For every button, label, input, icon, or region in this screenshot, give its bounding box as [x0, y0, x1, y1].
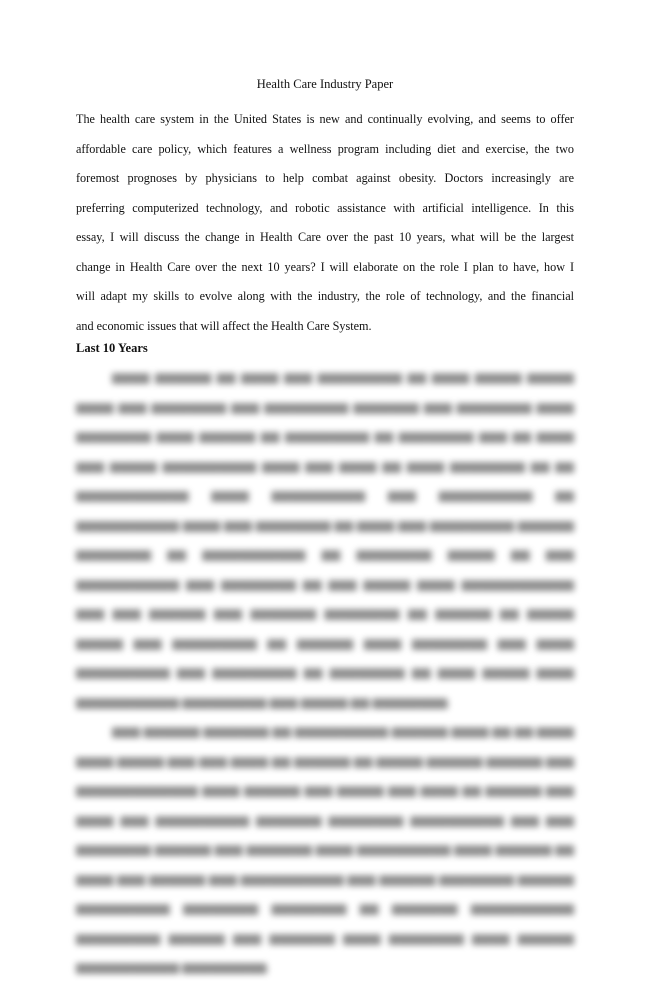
intro-paragraph: [76, 105, 574, 341]
intro-line: preferring computerized technology, and robotic assistance with artificial intelligence. In this: [76, 200, 574, 215]
intro-line: and economic issues that will affect the Health Care System.: [76, 318, 372, 333]
blurred-paragraph: ▆▆▆ ▆▆▆▆▆▆ ▆▆▆▆▆▆▆ ▆▆ ▆▆▆▆▆▆▆▆▆▆ ▆▆▆▆▆▆ ▆▆▆▆ ▆▆ ▆▆ ▆▆▆▆ ▆▆▆▆ ▆▆▆▆▆ ▆▆▆ ▆▆▆ ▆▆▆▆ ▆▆ ▆▆▆▆▆▆ ▆▆ ▆▆▆▆▆ ▆▆▆▆▆▆ ▆▆▆▆▆▆ ▆▆▆ ▆▆▆▆▆▆▆▆▆▆▆▆▆ ▆▆▆▆ ▆▆▆▆▆▆ ▆▆▆ ▆▆▆▆▆ ▆▆▆ ▆▆▆▆ ▆▆ ▆▆▆▆▆▆ ▆▆▆ ▆▆▆▆ ▆▆▆ ▆▆▆▆▆▆▆▆▆▆ ▆▆▆▆▆▆▆ ▆▆▆▆▆▆▆▆ ▆▆▆▆▆▆▆▆▆▆ ▆▆▆ ▆▆▆ ▆▆▆▆▆▆▆▆ ▆▆▆▆▆▆ ▆▆▆ ▆▆▆▆▆▆▆ ▆▆▆▆ ▆▆▆▆▆▆▆▆▆▆ ▆▆▆▆ ▆▆▆▆▆▆ ▆▆ ▆▆▆▆ ▆▆▆ ▆▆▆▆▆▆ ▆▆▆ ▆▆▆▆▆▆▆▆▆▆▆ ▆▆▆ ▆▆▆▆▆▆ ▆▆▆▆▆▆▆▆ ▆▆▆▆▆▆ ▆▆▆▆▆▆▆▆▆▆ ▆▆▆▆▆▆▆▆ ▆▆▆▆▆▆▆▆ ▆▆ ▆▆▆▆▆▆▆ ▆▆▆▆▆▆▆▆▆▆▆ ▆▆▆▆▆▆▆▆▆ ▆▆▆▆▆▆ ▆▆▆ ▆▆▆▆▆▆▆ ▆▆▆▆ ▆▆▆▆▆▆▆▆ ▆▆▆▆ ▆▆▆▆▆▆ ▆▆▆▆▆▆▆▆▆▆▆ ▆▆▆▆▆▆▆▆▆.: [76, 724, 574, 974]
intro-line: affordable care policy, which features a wellness program including diet and exercise, the two: [76, 141, 574, 156]
intro-line: The health care system in the United States is new and continually evolving, and seems to offer: [76, 112, 574, 126]
blurred-paragraphs: [76, 363, 574, 983]
intro-line: will adapt my skills to evolve along with the industry, the role of technology, and the financial: [76, 289, 574, 303]
section-heading: Last 10 Years: [76, 341, 148, 355]
intro-line: change in Health Care over the next 10 years? I will elaborate on the role I plan to have, how I: [76, 259, 574, 274]
blurred-preview-region: [70, 355, 590, 974]
intro-line: essay, I will discuss the change in Health Care over the past 10 years, what will be the largest: [76, 230, 574, 244]
blurred-paragraph: ▆▆▆▆ ▆▆▆▆▆▆ ▆▆ ▆▆▆▆ ▆▆▆ ▆▆▆▆▆▆▆▆▆ ▆▆ ▆▆▆▆ ▆▆▆▆▆ ▆▆▆▆▆ ▆▆▆▆ ▆▆▆ ▆▆▆▆▆▆▆▆ ▆▆▆ ▆▆▆▆▆▆▆▆▆ ▆▆▆▆▆▆▆ ▆▆▆ ▆▆▆▆▆▆▆▆ ▆▆▆▆ ▆▆▆▆▆▆▆▆ ▆▆▆▆ ▆▆▆▆▆▆ ▆▆ ▆▆▆▆▆▆▆▆▆ ▆▆ ▆▆▆▆▆▆▆▆ ▆▆▆ ▆▆ ▆▆▆▆ ▆▆▆ ▆▆▆▆▆ ▆▆▆▆▆▆▆▆▆▆ ▆▆▆▆ ▆▆▆ ▆▆▆▆ ▆▆ ▆▆▆▆ ▆▆▆▆▆▆▆▆ ▆▆ ▆▆ ▆▆▆▆▆▆▆▆▆▆▆▆ ▆▆▆▆ ▆▆▆▆▆▆▆▆▆▆ ▆▆▆ ▆▆▆▆▆▆▆▆▆▆ ▆▆ ▆▆▆▆▆▆▆▆▆▆▆ ▆▆▆▆ ▆▆▆ ▆▆▆▆▆▆▆▆ ▆▆ ▆▆▆▆ ▆▆▆ ▆▆▆▆▆▆▆▆▆ ▆▆▆▆▆▆ ▆▆▆▆▆▆▆▆ ▆▆ ▆▆▆▆▆▆▆▆▆▆▆ ▆▆ ▆▆▆▆▆▆▆▆ ▆▆▆▆▆ ▆▆ ▆▆▆ ▆▆▆▆▆▆▆▆▆▆▆ ▆▆▆ ▆▆▆▆▆▆▆▆ ▆▆ ▆▆▆ ▆▆▆▆▆ ▆▆▆▆ ▆▆▆▆▆▆▆▆▆▆▆▆ ▆▆▆ ▆▆▆ ▆▆▆▆▆▆ ▆▆▆ ▆▆▆▆▆▆▆ ▆▆▆▆▆▆▆▆ ▆▆ ▆▆▆▆▆▆ ▆▆ ▆▆▆▆▆ ▆▆▆▆▆ ▆▆▆ ▆▆▆▆▆▆▆▆▆ ▆▆ ▆▆▆▆▆▆ ▆▆▆▆ ▆▆▆▆▆▆▆▆ ▆▆▆ ▆▆▆▆ ▆▆▆▆▆▆▆▆▆▆ ▆▆▆ ▆▆▆▆▆▆▆▆▆ ▆▆ ▆▆▆▆▆▆▆▆ ▆▆ ▆▆▆▆ ▆▆▆▆▆ ▆▆▆▆ ▆▆▆▆▆▆▆▆▆▆▆ ▆▆▆▆▆▆▆▆▆ ▆▆▆ ▆▆▆▆▆ ▆▆ ▆▆▆▆▆▆▆▆.: [76, 370, 574, 709]
paper-title: Health Care Industry Paper: [256, 77, 394, 91]
intro-line: foremost prognoses by physicians to help combat against obesity. Doctors increasingly are: [76, 171, 574, 185]
